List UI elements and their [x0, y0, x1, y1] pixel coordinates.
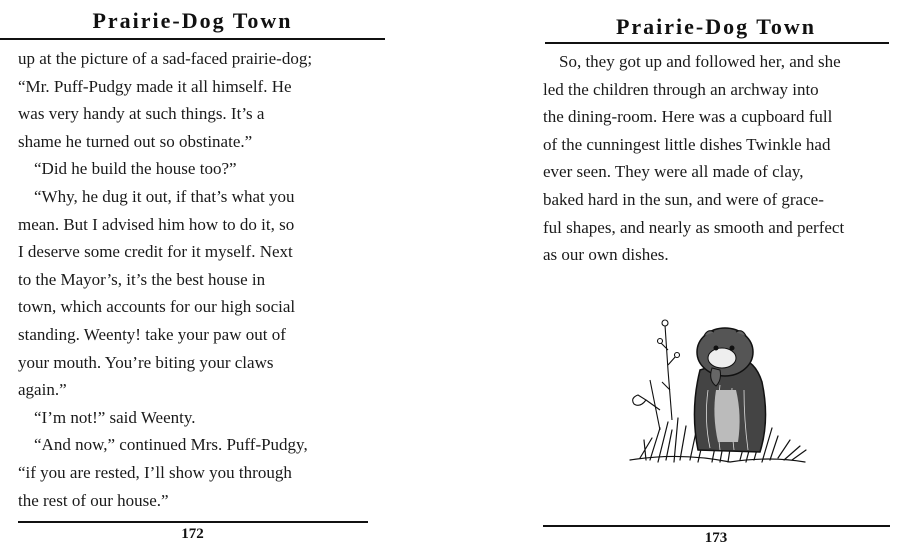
footer-rule-right [543, 525, 890, 527]
page-number-left: 172 [181, 526, 204, 542]
text-line: mean. But I advised him how to do it, so [18, 214, 295, 234]
text-line: ever seen. They were all made of clay, [543, 162, 804, 182]
text-line: standing. Weenty! take your paw out of [18, 324, 286, 344]
text-line: was very handy at such things. It’s a [18, 104, 265, 124]
text-line: to the Mayor’s, it’s the best house in [18, 269, 266, 289]
header-rule-left [0, 38, 385, 40]
text-line: your mouth. You’re biting your claws [18, 352, 274, 372]
page-header-right: Prairie-Dog Town [615, 14, 817, 39]
text-line: town, which accounts for our high social [18, 297, 296, 317]
text-line: “I’m not!” said Weenty. [34, 407, 196, 427]
text-line: the rest of our house.” [18, 490, 169, 510]
text-line: “And now,” continued Mrs. Puff-Pudgy, [34, 435, 308, 455]
prairie-dog-illustration [620, 310, 810, 480]
body-text-right [543, 48, 891, 269]
footer-rule-left [18, 521, 368, 523]
text-line: So, they got up and followed her, and she [559, 52, 841, 71]
text-line: shame he turned out so obstinate.” [18, 131, 253, 151]
text-line: as our own dishes. [543, 245, 669, 265]
right-page [525, 0, 907, 556]
text-line: baked hard in the sun, and were of grace- [543, 189, 824, 209]
text-line: “Why, he dug it out, if that’s what you [34, 186, 295, 206]
header-rule-right [545, 42, 889, 44]
text-line: “if you are rested, I’ll show you through [18, 462, 292, 482]
page-number-right: 173 [704, 530, 728, 546]
text-line: “Did he build the house too?” [34, 159, 237, 179]
text-line: up at the picture of a sad-faced prairie-dog; [18, 49, 313, 68]
text-line: the dining-room. Here was a cupboard full [543, 107, 833, 127]
body-text-left [18, 45, 368, 514]
text-line: “Mr. Puff-Pudgy made it all himself. He [18, 76, 292, 96]
text-line: led the children through an archway into [543, 79, 819, 99]
text-line: of the cunningest little dishes Twinkle had [543, 134, 831, 154]
text-line: again.” [18, 380, 67, 400]
left-page [0, 0, 385, 556]
page-header-left: Prairie-Dog Town [92, 8, 293, 33]
text-line: ful shapes, and nearly as smooth and perfect [543, 217, 845, 237]
text-line: I deserve some credit for it myself. Next [18, 242, 293, 262]
